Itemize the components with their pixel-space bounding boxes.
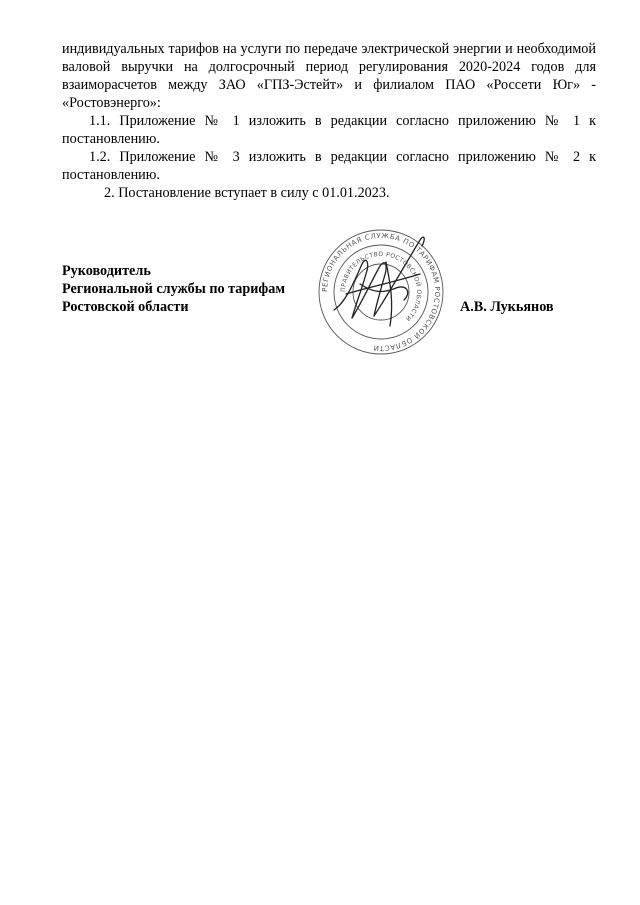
signatory-title-line-3: Ростовской области	[62, 299, 189, 315]
signatory-title-block	[62, 262, 285, 316]
official-stamp-with-signature	[316, 222, 446, 362]
signatory-name: А.В. Лукьянов	[460, 299, 554, 315]
paragraph-item-2: 2. Постановление вступает в силу с 01.01.2023.	[104, 185, 390, 201]
stamp-outer-lettering: РЕГИОНАЛЬНАЯ СЛУЖБА ПО ТАРИФАМ РОСТОВСКОЙ ОБЛАСТИ	[320, 231, 442, 353]
document-body	[62, 40, 596, 202]
signatory-title-line-2: Региональной службы по тарифам	[62, 281, 286, 297]
signatory-title-line-1: Руководитель	[62, 263, 151, 279]
paragraph-item-1-1: 1.1. Приложение № 1 изложить в редакции согласно приложению № 1 к постановлению.	[62, 113, 596, 147]
stamp-inner-lettering: ПРАВИТЕЛЬСТВО РОСТОВСКОЙ ОБЛАСТИ	[339, 250, 423, 323]
paragraph-intro: индивидуальных тарифов на услуги по передаче электрической энергии и необходимой валовой выручки на долгосрочный период регулирования 2020-2024 годов для взаиморасчетов между ЗАО «ГПЗ-Эстейт» и филиалом ПАО «Россети Юг» - «Ростовэнерго»:	[62, 41, 596, 111]
paragraph-item-1-2: 1.2. Приложение № 3 изложить в редакции согласно приложению № 2 к постановлению.	[62, 149, 596, 183]
